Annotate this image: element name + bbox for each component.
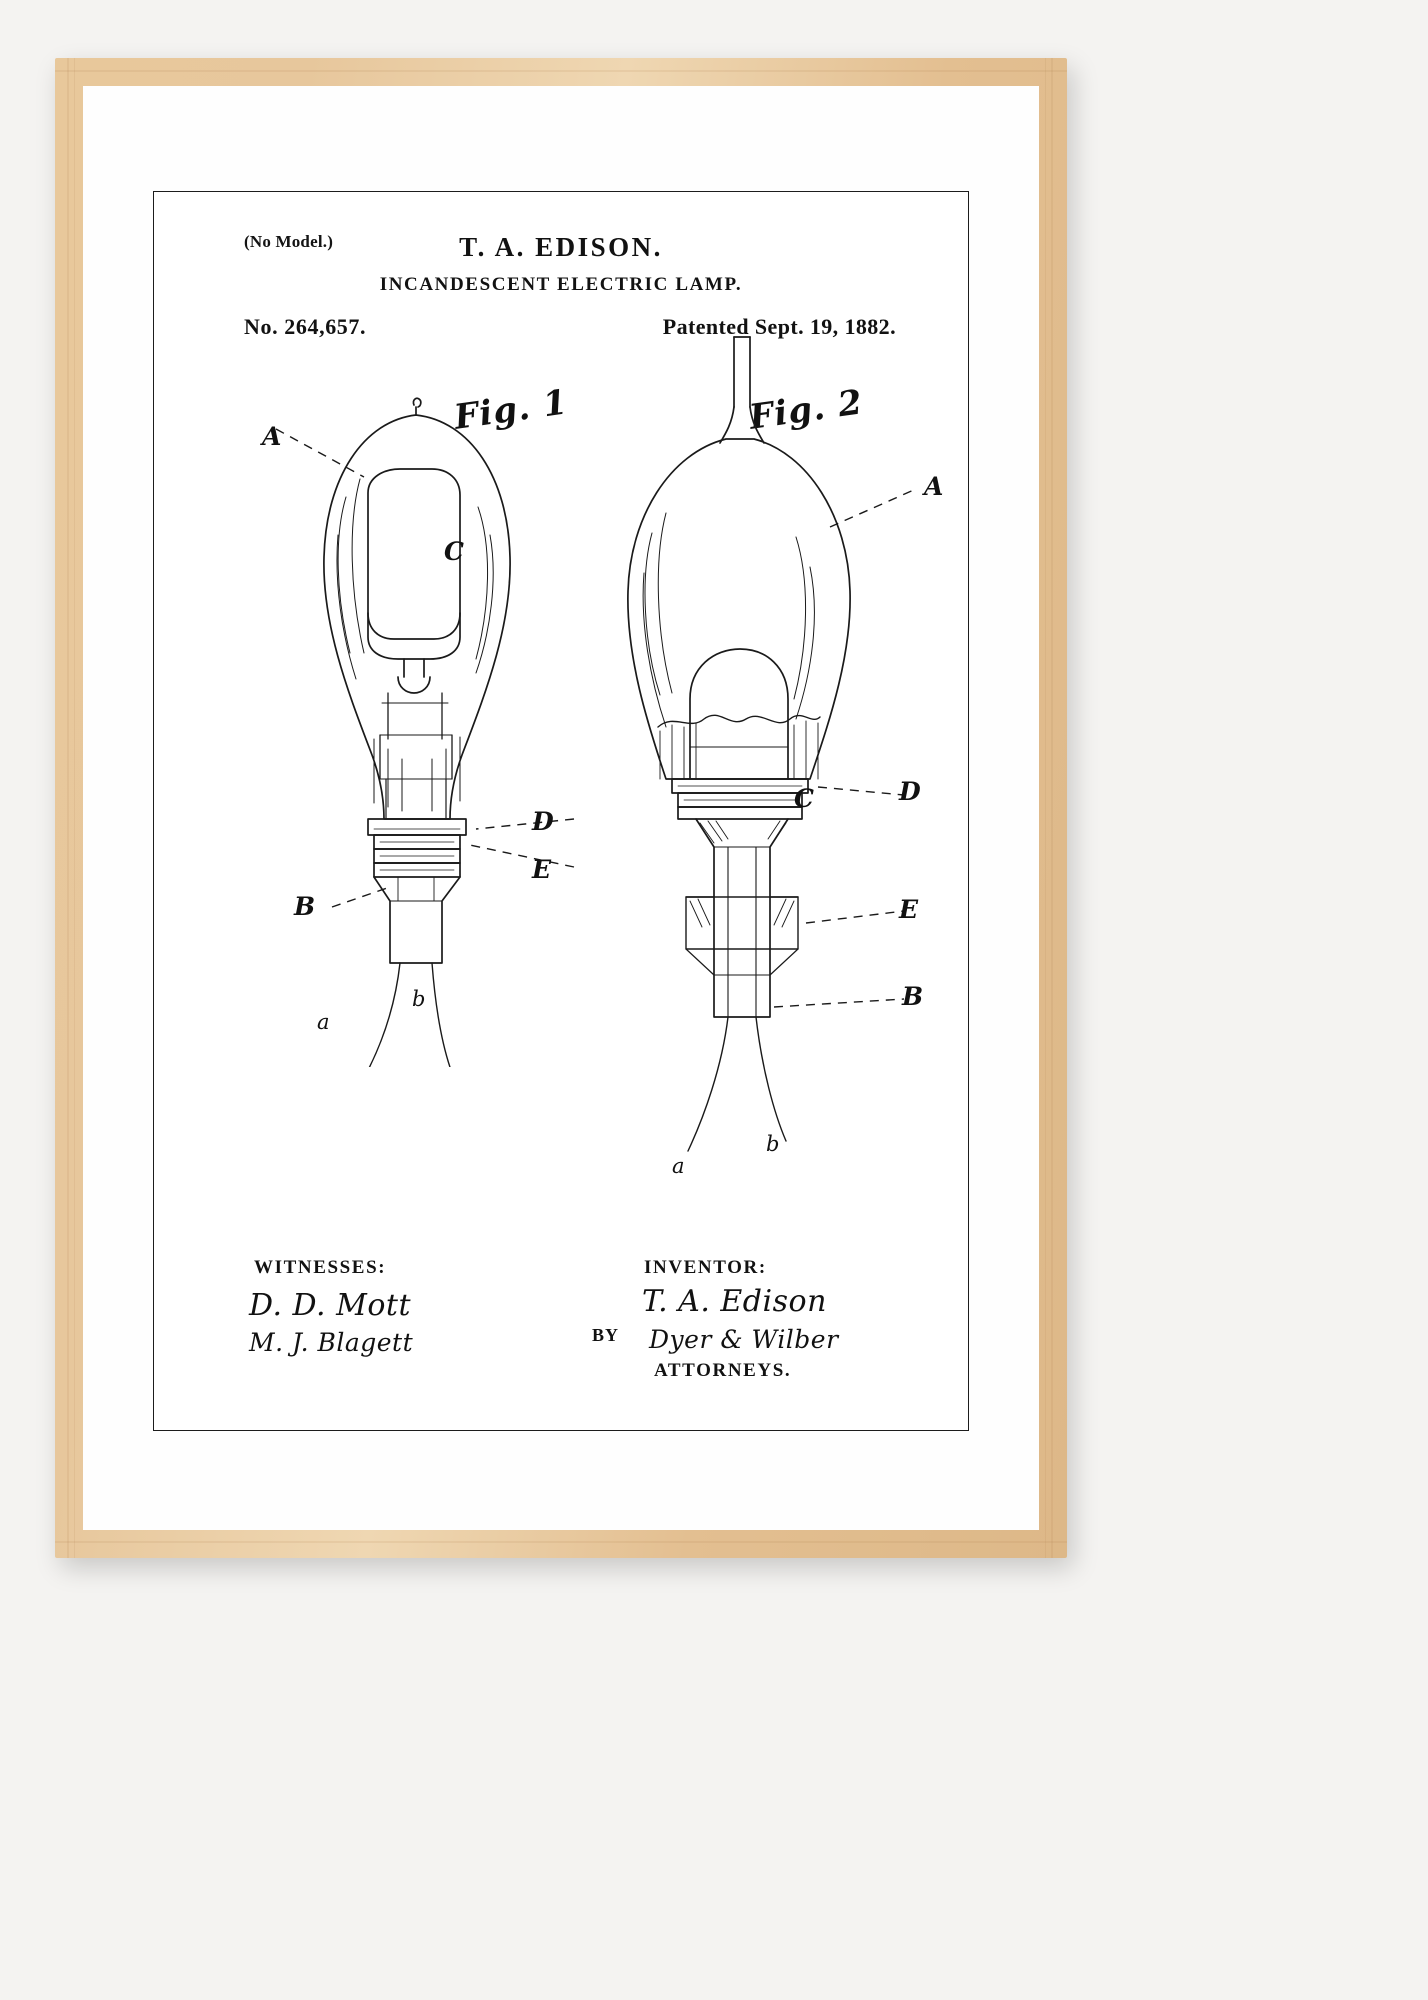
figure-2-label-B: B xyxy=(902,982,924,1011)
figure-1-label-a: a xyxy=(317,1010,330,1034)
figure-1-label-A: A xyxy=(262,422,282,451)
witnesses-label: WITNESSES: xyxy=(254,1257,387,1278)
figure-2-label-D: D xyxy=(899,777,921,806)
no-model-note: (No Model.) xyxy=(244,232,334,251)
attorneys-label: ATTORNEYS. xyxy=(654,1360,792,1381)
figure-1-leaders xyxy=(214,367,634,1067)
witness-signature-1: D. D. Mott xyxy=(249,1288,412,1323)
attorney-signature: Dyer & Wilber xyxy=(649,1325,839,1354)
patent-inventor-heading: T. A. EDISON. xyxy=(459,232,663,262)
figure-1-label-b: b xyxy=(412,987,426,1011)
figure-2-label-C: C xyxy=(794,784,814,813)
by-label: BY xyxy=(592,1325,620,1345)
figure-1-caption: Fig. 1 xyxy=(451,382,571,438)
figure-1-label-B: B xyxy=(294,892,316,921)
figure-2-label-b: b xyxy=(766,1132,780,1156)
mat-board xyxy=(83,86,1039,1530)
patent-title: INCANDESCENT ELECTRIC LAMP. xyxy=(379,274,743,295)
figure-1-label-D: D xyxy=(532,807,554,836)
figure-2-caption: Fig. 2 xyxy=(746,382,866,438)
picture-frame xyxy=(55,58,1067,1558)
figure-2-label-a: a xyxy=(672,1154,685,1178)
figure-1-label-C: C xyxy=(444,537,464,566)
inventor-signature: T. A. Edison xyxy=(642,1284,827,1319)
patent-number: No. 264,657. xyxy=(244,314,367,339)
inventor-label: INVENTOR: xyxy=(644,1257,767,1278)
patent-sheet xyxy=(153,191,969,1431)
witness-signature-2: M. J. Blagett xyxy=(249,1328,414,1357)
frame-bevel xyxy=(83,86,1039,1530)
figure-2-label-A: A xyxy=(924,472,944,501)
figure-2-label-E: E xyxy=(899,895,919,924)
patent-date: Patented Sept. 19, 1882. xyxy=(662,314,896,339)
figure-1-label-E: E xyxy=(532,855,552,884)
figure-2-leaders xyxy=(574,327,974,1167)
